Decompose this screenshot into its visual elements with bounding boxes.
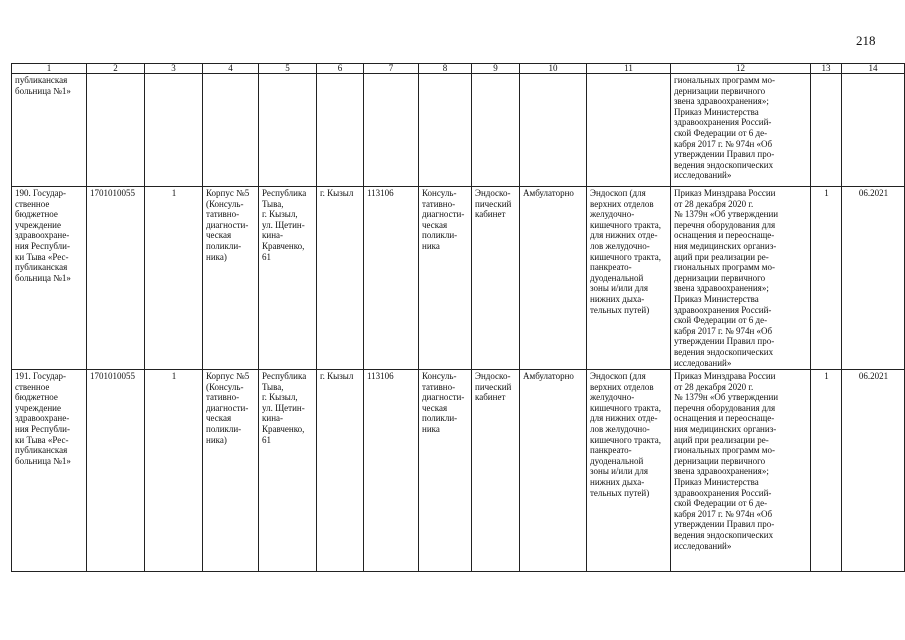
column-number: 7 (364, 64, 419, 74)
unit-cell: Консуль- тативно- диагности- ческая поликли- ника (419, 370, 472, 572)
equipment-cell: Эндоскоп (для верхних отделов желудочно- кишечного тракта, для нижних отде- лов желудочно- кишечного тракта, панкреато- дуоденальной зоны и/или для нижних дыха- тельных путей) (587, 187, 671, 370)
address-cell: Республика Тыва, г. Кызыл, ул. Щетин- кина- Кравченко, 61 (259, 187, 317, 370)
code-cell: 1701010055 (87, 370, 145, 572)
institution-name-cell: публиканская больница №1» (12, 74, 87, 187)
column-number: 6 (317, 64, 364, 74)
regulation-cell: Приказ Минздрава России от 28 декабря 2020 г. № 1379н «Об утверждении перечня оборудования для оснащения и переоснаще- ния медицинских организ- аций при реализации ре- гиональных программ мо- дернизации первичного звена здравоохранения»; Приказ Министерства здравоохранения Россий- ской Федерации от 6 де- кабря 2017 г. № 974н «Об утверждении Правил про- ведения эндоскопических исследований» (671, 187, 811, 370)
page-number: 218 (856, 33, 876, 48)
date-cell: 06.2021 (842, 187, 905, 370)
care-type-cell: Амбулаторно (520, 187, 587, 370)
equipment-table (11, 63, 905, 572)
city-cell: г. Кызыл (317, 187, 364, 370)
room-cell: Эндоско- пический кабинет (472, 370, 520, 572)
unit-cell: Консуль- тативно- диагности- ческая поликли- ника (419, 187, 472, 370)
column-number: 4 (203, 64, 259, 74)
care-type-cell: Амбулаторно (520, 370, 587, 572)
institution-name-cell: 191. Государ- ственное бюджетное учреждение здравоохране- ния Республи- ки Тыва «Рес- публиканская больница №1» (12, 370, 87, 572)
column-number: 3 (145, 64, 203, 74)
building-cell: Корпус №5 (Консуль- тативно- диагности- ческая поликли- ника) (203, 187, 259, 370)
column-number: 12 (671, 64, 811, 74)
column-number: 10 (520, 64, 587, 74)
column-number: 14 (842, 64, 905, 74)
oktmo-cell: 113106 (364, 187, 419, 370)
date-cell: 06.2021 (842, 370, 905, 572)
quantity-cell: 1 (811, 187, 842, 370)
column-number: 2 (87, 64, 145, 74)
building-cell: Корпус №5 (Консуль- тативно- диагности- ческая поликли- ника) (203, 370, 259, 572)
table-row (12, 370, 905, 572)
column-number: 13 (811, 64, 842, 74)
oktmo-cell: 113106 (364, 370, 419, 572)
regulation-cell: Приказ Минздрава России от 28 декабря 2020 г. № 1379н «Об утверждении перечня оборудования для оснащения и переоснаще- ния медицинских организ- аций при реализации ре- гиональных программ мо- дернизации первичного звена здравоохранения»; Приказ Министерства здравоохранения Россий- ской Федерации от 6 де- кабря 2017 г. № 974н «Об утверждении Правил про- ведения эндоскопических исследований» (671, 370, 811, 572)
column-number: 9 (472, 64, 520, 74)
regulation-cell: гиональных программ мо- дернизации первичного звена здравоохранения»; Приказ Министерства здравоохранения Россий- ской Федерации от 6 де- кабря 2017 г. № 974н «Об утверждении Правил про- ведения эндоскопических исследований» (671, 74, 811, 187)
institution-name-cell: 190. Государ- ственное бюджетное учреждение здравоохране- ния Республи- ки Тыва «Рес- публиканская больница №1» (12, 187, 87, 370)
count-cell: 1 (145, 370, 203, 572)
count-cell: 1 (145, 187, 203, 370)
column-number: 8 (419, 64, 472, 74)
continuation-row (12, 74, 905, 187)
city-cell: г. Кызыл (317, 370, 364, 572)
column-number: 5 (259, 64, 317, 74)
quantity-cell: 1 (811, 370, 842, 572)
code-cell: 1701010055 (87, 187, 145, 370)
room-cell: Эндоско- пический кабинет (472, 187, 520, 370)
column-number: 1 (12, 64, 87, 74)
equipment-cell: Эндоскоп (для верхних отделов желудочно- кишечного тракта, для нижних отде- лов желудочно- кишечного тракта, панкреато- дуоденальной зоны и/или для нижних дыха- тельных путей) (587, 370, 671, 572)
address-cell: Республика Тыва, г. Кызыл, ул. Щетин- кина- Кравченко, 61 (259, 370, 317, 572)
column-number: 11 (587, 64, 671, 74)
table-row (12, 187, 905, 370)
column-number-row (12, 64, 905, 74)
